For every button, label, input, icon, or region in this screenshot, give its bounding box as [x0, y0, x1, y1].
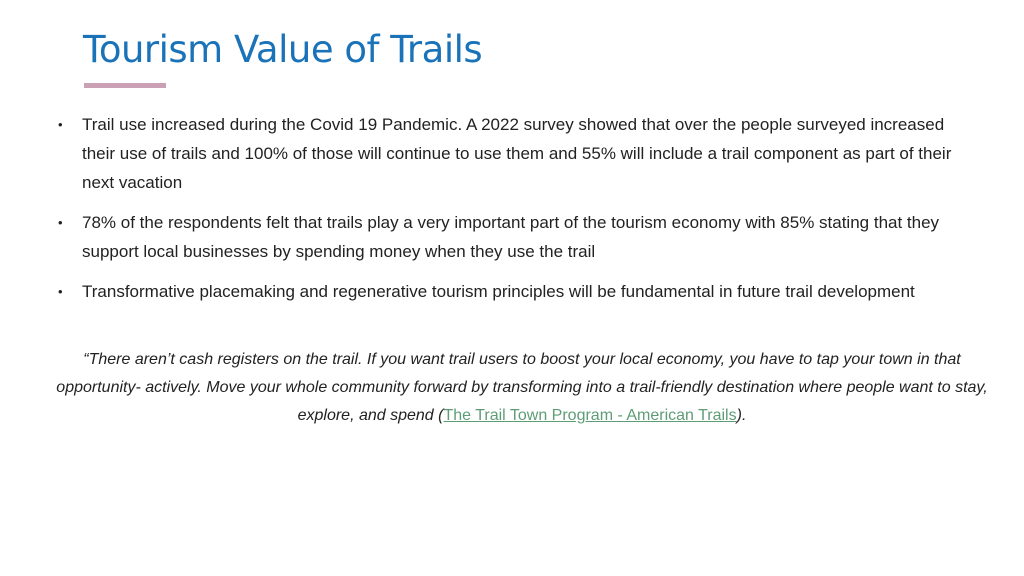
- bullet-text: Transformative placemaking and regenerative tourism principles will be fundamental in future trail development: [82, 282, 915, 301]
- bullet-icon: •: [58, 215, 63, 230]
- bullet-item-covid-survey: [58, 110, 978, 197]
- title-underline-rule: [84, 83, 166, 88]
- bullet-text: Trail use increased during the Covid 19 Pandemic. A 2022 survey showed that over the people surveyed increased their use of trails and 100% of those will continue to use them and 55% will include a trail component as part of their next vacation: [82, 115, 952, 192]
- bullet-item-tourism-economy: [58, 208, 978, 266]
- trail-town-program-link[interactable]: The Trail Town Program - American Trails: [443, 407, 737, 424]
- bullet-icon: •: [58, 117, 63, 132]
- slide-title: Tourism Value of Trails: [83, 28, 483, 71]
- trail-town-quote: [40, 346, 1004, 430]
- bullet-text: 78% of the respondents felt that trails play a very important part of the tourism economy with 85% stating that they support local businesses by spending money when they use the trail: [82, 213, 940, 261]
- quote-text: “There aren’t cash registers on the trail. If you want trail users to boost your local economy, you have to tap your town in that opportunity- actively. Move your whole community forward by transforming into a trail-friendly destination where people want to stay, explore, and spend (: [56, 351, 988, 424]
- bullet-item-placemaking: [58, 277, 978, 306]
- bullet-list: [58, 110, 978, 317]
- quote-closing: ).: [736, 407, 747, 424]
- bullet-icon: •: [58, 284, 63, 299]
